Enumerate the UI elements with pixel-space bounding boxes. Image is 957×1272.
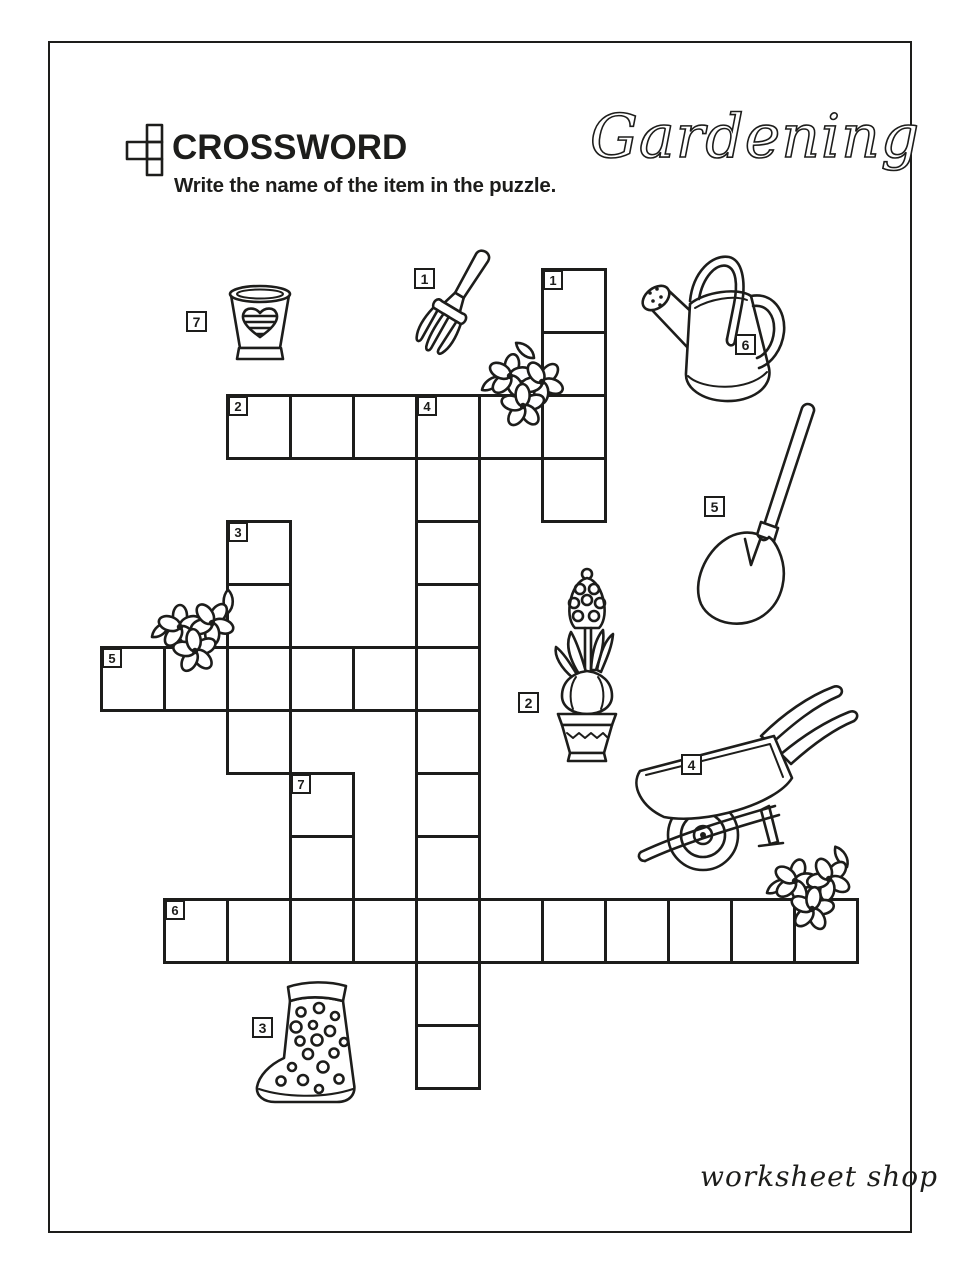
cell-divider bbox=[291, 898, 353, 901]
cell-divider bbox=[543, 331, 605, 334]
cell-divider bbox=[226, 900, 229, 962]
cell-divider bbox=[730, 900, 733, 962]
cell-divider bbox=[417, 1024, 479, 1027]
cell-divider bbox=[417, 772, 479, 775]
picture-number-label-6: 6 bbox=[735, 334, 756, 355]
picture-number-label-5: 5 bbox=[704, 496, 725, 517]
grid-clue-number-7: 7 bbox=[291, 774, 311, 794]
cell-divider bbox=[667, 900, 670, 962]
flower-cluster-icon bbox=[476, 346, 568, 426]
cell-divider bbox=[415, 648, 418, 710]
crossword-grid-icon bbox=[126, 123, 164, 177]
cell-divider bbox=[228, 583, 290, 586]
crossword-word-7-down[interactable] bbox=[289, 772, 355, 964]
cell-divider bbox=[604, 900, 607, 962]
picture-number-label-4: 4 bbox=[681, 754, 702, 775]
cell-divider bbox=[352, 648, 355, 710]
picture-number-label-1: 1 bbox=[414, 268, 435, 289]
rain-boot-icon bbox=[251, 980, 367, 1108]
cell-divider bbox=[289, 396, 292, 458]
watering-can-icon bbox=[630, 246, 795, 406]
crossword-word-4-down[interactable] bbox=[415, 394, 481, 1090]
cell-divider bbox=[541, 900, 544, 962]
picture-number-label-2: 2 bbox=[518, 692, 539, 713]
picture-number-label-3: 3 bbox=[252, 1017, 273, 1038]
page-title: CROSSWORD bbox=[172, 128, 408, 167]
picture-number-label-7: 7 bbox=[186, 311, 207, 332]
instructions-text: Write the name of the item in the puzzle. bbox=[174, 174, 557, 197]
brand-text: worksheet shop bbox=[700, 1160, 939, 1193]
cell-divider bbox=[417, 457, 479, 460]
theme-title: Gardening bbox=[590, 102, 921, 172]
cell-divider bbox=[417, 520, 479, 523]
cell-divider bbox=[289, 648, 292, 710]
grid-clue-number-2: 2 bbox=[228, 396, 248, 416]
flower-cluster-icon bbox=[150, 597, 250, 671]
grid-clue-number-4: 4 bbox=[417, 396, 437, 416]
cell-divider bbox=[352, 396, 355, 458]
wheelbarrow-icon bbox=[613, 674, 861, 876]
grid-clue-number-5: 5 bbox=[102, 648, 122, 668]
cell-divider bbox=[417, 835, 479, 838]
cell-divider bbox=[291, 835, 353, 838]
cell-divider bbox=[415, 900, 418, 962]
cell-divider bbox=[417, 583, 479, 586]
grid-clue-number-6: 6 bbox=[165, 900, 185, 920]
flower-cluster-icon bbox=[763, 851, 861, 929]
cell-divider bbox=[478, 900, 481, 962]
grid-clue-number-1: 1 bbox=[543, 270, 563, 290]
crossword-word-6-across[interactable] bbox=[163, 898, 859, 964]
grid-clue-number-3: 3 bbox=[228, 522, 248, 542]
flower-pot-icon bbox=[218, 283, 302, 365]
